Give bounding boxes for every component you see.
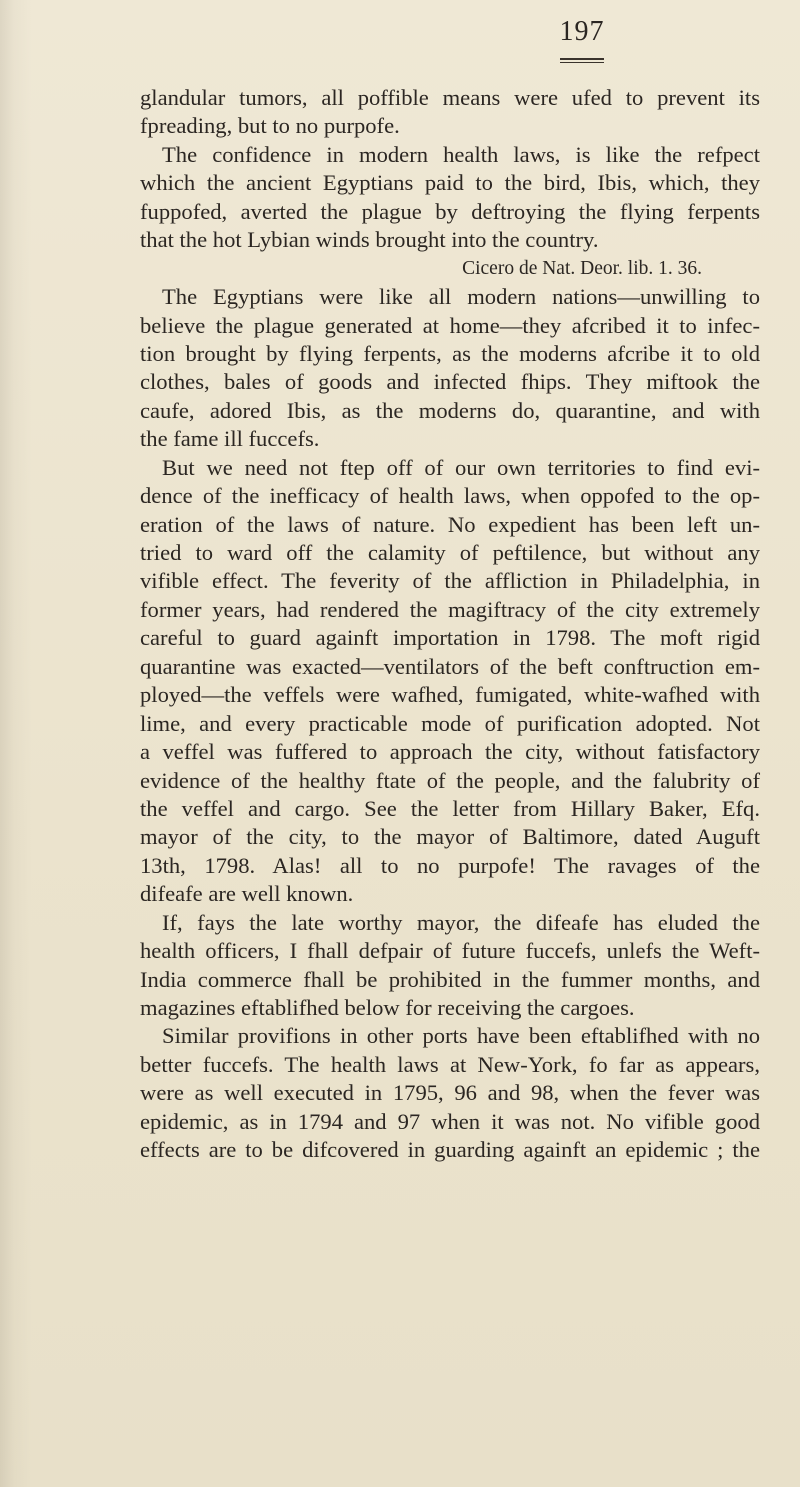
text-line: caufe, adored Ibis, as the moderns do, quarantine, and with bbox=[140, 397, 760, 423]
text-line: dence of the inefficacy of health laws, when oppofed to the op- bbox=[140, 483, 760, 509]
text-line: the veffel and cargo. See the letter from Hillary Baker, Efq. bbox=[140, 795, 760, 821]
text-line: difeafe are well known. bbox=[140, 881, 354, 907]
text-line: The Egyptians were like all modern nations—unwilling to bbox=[162, 284, 760, 310]
text-line: epidemic, as in 1794 and 97 when it was not. No vifible good bbox=[140, 1108, 760, 1134]
page-number-rule bbox=[560, 58, 604, 60]
text-line: fuppofed, averted the plague by deftroying the flying ferpents bbox=[140, 198, 760, 224]
text-line: evidence of the healthy ftate of the people, and the falubrity of bbox=[140, 767, 760, 793]
page-number: 197 bbox=[559, 16, 605, 47]
text-line: India commerce fhall be prohibited in the fummer months, and bbox=[140, 966, 760, 992]
text-line: tried to ward off the calamity of peftilence, but without any bbox=[140, 540, 760, 565]
text-line: But we need not ftep off of our own territories to find evi- bbox=[162, 454, 760, 480]
text-line: mayor of the city, to the mayor of Baltimore, dated Auguft bbox=[140, 824, 760, 850]
text-line: eration of the laws of nature. No expedient has been left un- bbox=[140, 511, 760, 537]
text-line: glandular tumors, all poffible means were ufed to prevent its bbox=[140, 85, 760, 110]
text-line: ployed—the veffels were wafhed, fumigated, white-wafhed with bbox=[140, 682, 760, 708]
citation-line: Cicero de Nat. Deor. lib. 1. 36. bbox=[462, 257, 702, 279]
text-line: believe the plague generated at home—they afcribed it to infec- bbox=[140, 312, 760, 338]
text-line: clothes, bales of goods and infected fhips. They miftook the bbox=[140, 369, 760, 395]
text-line: the fame ill fuccefs. bbox=[140, 426, 320, 452]
text-line: magazines eftablifhed below for receiving the cargoes. bbox=[140, 995, 635, 1020]
text-line: vifible effect. The feverity of the affliction in Philadelphia, in bbox=[140, 568, 760, 594]
text-line: If, fays the late worthy mayor, the difeafe has eluded the bbox=[162, 909, 760, 935]
text-line: better fuccefs. The health laws at New-York, fo far as appears, bbox=[140, 1051, 760, 1077]
text-line: Similar provifions in other ports have been eftablifhed with no bbox=[162, 1023, 760, 1049]
page-number-rule-lower bbox=[560, 62, 604, 63]
text-line: a veffel was fuffered to approach the city, without fatisfactory bbox=[140, 739, 760, 765]
text-line: The confidence in modern health laws, is like the refpect bbox=[162, 141, 760, 167]
text-line: 13th, 1798. Alas! all to no purpofe! The ravages of the bbox=[140, 852, 760, 878]
text-line: careful to guard againft importation in 1798. The moft rigid bbox=[140, 625, 760, 651]
text-line: which the ancient Egyptians paid to the bird, Ibis, which, they bbox=[140, 170, 760, 196]
text-line: fpreading, but to no purpofe. bbox=[140, 113, 400, 139]
body-text bbox=[140, 84, 760, 1165]
text-line: effects are to be difcovered in guarding againft an epidemic ; the bbox=[140, 1137, 760, 1163]
text-line: tion brought by flying ferpents, as the moderns afcribe it to old bbox=[140, 340, 760, 366]
text-line: health officers, I fhall defpair of future fuccefs, unlefs the Weft- bbox=[140, 938, 760, 964]
text-line: were as well executed in 1795, 96 and 98, when the fever was bbox=[140, 1080, 760, 1106]
text-line: that the hot Lybian winds brought into the country. bbox=[140, 227, 599, 253]
text-line: former years, had rendered the magiftracy of the city extremely bbox=[140, 596, 760, 622]
text-line: lime, and every practicable mode of purification adopted. Not bbox=[140, 710, 760, 736]
text-line: quarantine was exacted—ventilators of the beft conftruction em- bbox=[140, 653, 760, 679]
